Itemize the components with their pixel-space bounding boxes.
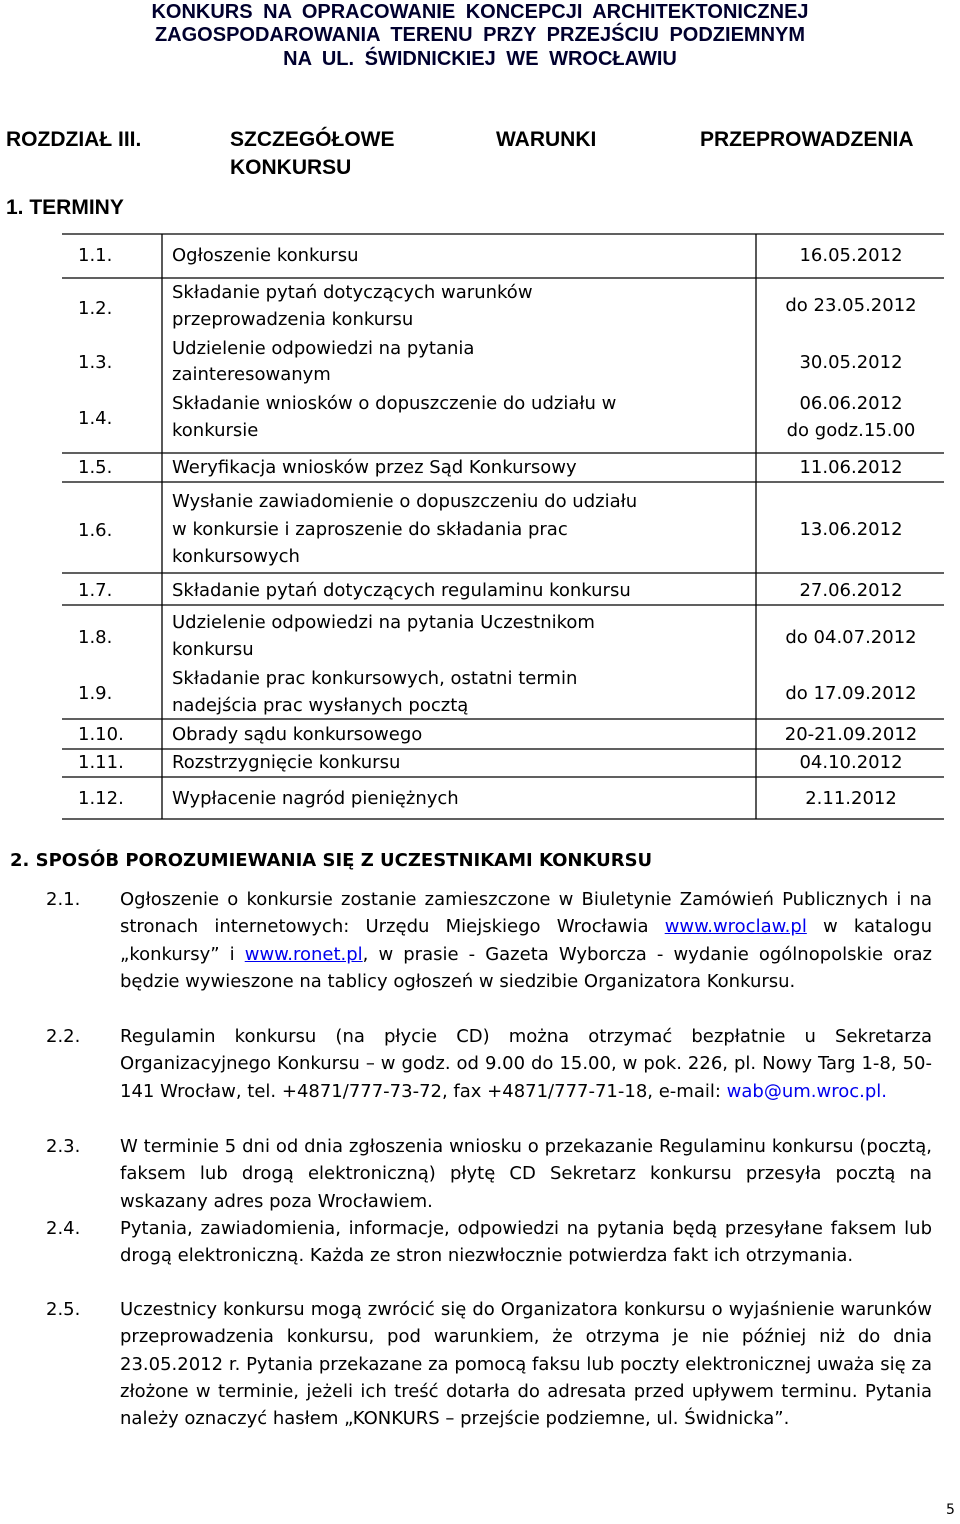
schedule-row-task: Wysłanie zawiadomienie o dopuszczeniu do udziału	[172, 491, 638, 512]
schedule-row-task: w konkursie i zaproszenie do składania prac	[172, 519, 568, 540]
schedule-row-date: 13.06.2012	[799, 519, 903, 540]
section-2-title: 2. SPOSÓB POROZUMIEWANIA SIĘ Z UCZESTNIKAMI KONKURSU	[10, 850, 653, 871]
chapter-word-3: PRZEPROWADZENIA	[700, 128, 914, 151]
schedule-row-date: do 17.09.2012	[785, 683, 917, 704]
ronet-link[interactable]: www.ronet.pl	[244, 943, 363, 965]
schedule-row-task: Składanie wniosków o dopuszczenie do udziału w	[172, 393, 617, 414]
schedule-row-task: konkursie	[172, 420, 259, 441]
email-link[interactable]: wab@um.wroc.pl.	[726, 1080, 887, 1102]
schedule-row-number: 1.11.	[78, 752, 124, 773]
chapter-label: ROZDZIAŁ III.	[6, 128, 142, 151]
schedule-row-task: Obrady sądu konkursowego	[172, 724, 423, 745]
schedule-row-number: 1.2.	[78, 298, 113, 319]
paragraph-text-part: Regulamin konkursu (na płycie CD) można otrzymać bezpłatnie u Sekretarza Organizacyjnego Konkursu – w godz. od 9.00 do 15.00, w pok. 226, pl. Nowy Targ 1-8, 50-141 Wrocław, tel. +4871/777-73-72, fax +4871/777-71-18, e-mail:	[120, 1026, 932, 1102]
paragraph-text-part: Ogłoszenie o konkursie zostanie zamieszczone w Biuletynie Zamówień Publicznych i na stronach internetowych: Urzędu Miejskiego Wrocławia	[120, 889, 932, 938]
paragraph-number: 2.3.	[46, 1136, 81, 1157]
schedule-row-date: 04.10.2012	[799, 752, 903, 773]
chapter-word-2: WARUNKI	[496, 128, 597, 151]
schedule-row-number: 1.9.	[78, 683, 113, 704]
schedule-row-date: do 04.07.2012	[785, 627, 917, 648]
schedule-row-task: Składanie pytań dotyczących regulaminu konkursu	[172, 580, 631, 601]
paragraph-number: 2.2.	[46, 1026, 81, 1047]
schedule-row-date: 06.06.2012	[799, 393, 903, 414]
schedule-row-number: 1.7.	[78, 580, 113, 601]
paragraph-text: W terminie 5 dni od dnia zgłoszenia wniosku o przekazanie Regulaminu konkursu (pocztą, faksem lub drogą elektroniczną) płytę CD Sekretarz konkursu przesyła pocztą na wskazany adres poza Wrocławiem.	[120, 1136, 932, 1212]
wroclaw-link[interactable]: www.wroclaw.pl	[664, 916, 807, 938]
paragraph-text	[120, 1023, 932, 1105]
schedule-row-number: 1.3.	[78, 352, 113, 373]
chapter-word-1: SZCZEGÓŁOWE	[230, 128, 395, 151]
schedule-row-date: 11.06.2012	[799, 457, 903, 478]
schedule-row-date: 30.05.2012	[799, 352, 903, 373]
schedule-row-task: Składanie pytań dotyczących warunków	[172, 282, 533, 303]
schedule-row-number: 1.10.	[78, 724, 124, 745]
schedule-row-task: konkursowych	[172, 546, 300, 567]
paragraph-text: Pytania, zawiadomienia, informacje, odpowiedzi na pytania będą przesyłane faksem lub drogą elektroniczną. Każda ze stron niezwłocznie potwierdza fakt ich otrzymania.	[120, 1218, 932, 1267]
page-number: 5	[946, 1502, 955, 1518]
chapter-word-4: KONKURSU	[230, 156, 352, 179]
schedule-row-task: Udzielenie odpowiedzi na pytania	[172, 338, 475, 359]
paragraph-text-part: w katalogu „konkursy” i	[120, 916, 932, 965]
document-title-line-1: KONKURS NA OPRACOWANIE KONCEPCJI ARCHITEKTONICZNEJ	[151, 1, 809, 23]
paragraph-number: 2.4.	[46, 1218, 81, 1239]
paragraph-text	[120, 886, 932, 995]
paragraph-text-part: , w prasie - Gazeta Wyborcza - wydanie ogólnopolskie oraz będzie wywieszone na tablicy ogłoszeń w siedzibie Organizatora Konkursu.	[120, 943, 932, 992]
schedule-row-task: przeprowadzenia konkursu	[172, 309, 414, 330]
schedule-row-time: do godz.15.00	[786, 420, 916, 441]
schedule-row-date: 16.05.2012	[799, 245, 903, 266]
document-title-line-2: ZAGOSPODAROWANIA TERENU PRZY PRZEJŚCIU PODZIEMNYM	[154, 24, 806, 46]
schedule-row-date: do 23.05.2012	[785, 295, 917, 316]
schedule-row-date: 20-21.09.2012	[784, 724, 918, 745]
schedule-row-number: 1.1.	[78, 245, 113, 266]
schedule-row-number: 1.4.	[78, 408, 113, 429]
schedule-row-number: 1.5.	[78, 457, 113, 478]
schedule-row-number: 1.12.	[78, 788, 124, 809]
section-1-title: 1. TERMINY	[6, 196, 124, 219]
schedule-row-date: 27.06.2012	[799, 580, 903, 601]
schedule-row-number: 1.8.	[78, 627, 113, 648]
schedule-row-date: 2.11.2012	[805, 788, 897, 809]
schedule-row-task: zainteresowanym	[172, 364, 331, 385]
paragraph-number: 2.5.	[46, 1299, 81, 1320]
schedule-row-task: Składanie prac konkursowych, ostatni termin	[172, 668, 578, 689]
schedule-row-task: Udzielenie odpowiedzi na pytania Uczestnikom	[172, 612, 595, 633]
schedule-row-task: Weryfikacja wniosków przez Sąd Konkursowy	[172, 457, 577, 478]
schedule-row-task: Wypłacenie nagród pieniężnych	[172, 788, 459, 809]
paragraph-text: Uczestnicy konkursu mogą zwrócić się do Organizatora konkursu o wyjaśnienie warunków przeprowadzenia konkursu, pod warunkiem, że otrzyma je nie później niż do dnia 23.05.2012 r. Pytania przekazane za pomocą faksu lub poczty elektronicznej uważa się za złożone w terminie, jeżeli ich treść dotarła do adresata przed upływem terminu. Pytania należy oznaczyć hasłem „KONKURS – przejście podziemne, ul. Świdnicka”.	[120, 1299, 932, 1430]
schedule-row-task: Rozstrzygnięcie konkursu	[172, 752, 401, 773]
schedule-row-task: konkursu	[172, 639, 254, 660]
schedule-row-number: 1.6.	[78, 520, 113, 541]
schedule-row-task: Ogłoszenie konkursu	[172, 245, 359, 266]
document-title-line-3: NA UL. ŚWIDNICKIEJ WE WROCŁAWIU	[283, 48, 677, 70]
paragraph-number: 2.1.	[46, 889, 81, 910]
schedule-row-task: nadejścia prac wysłanych pocztą	[172, 695, 469, 716]
